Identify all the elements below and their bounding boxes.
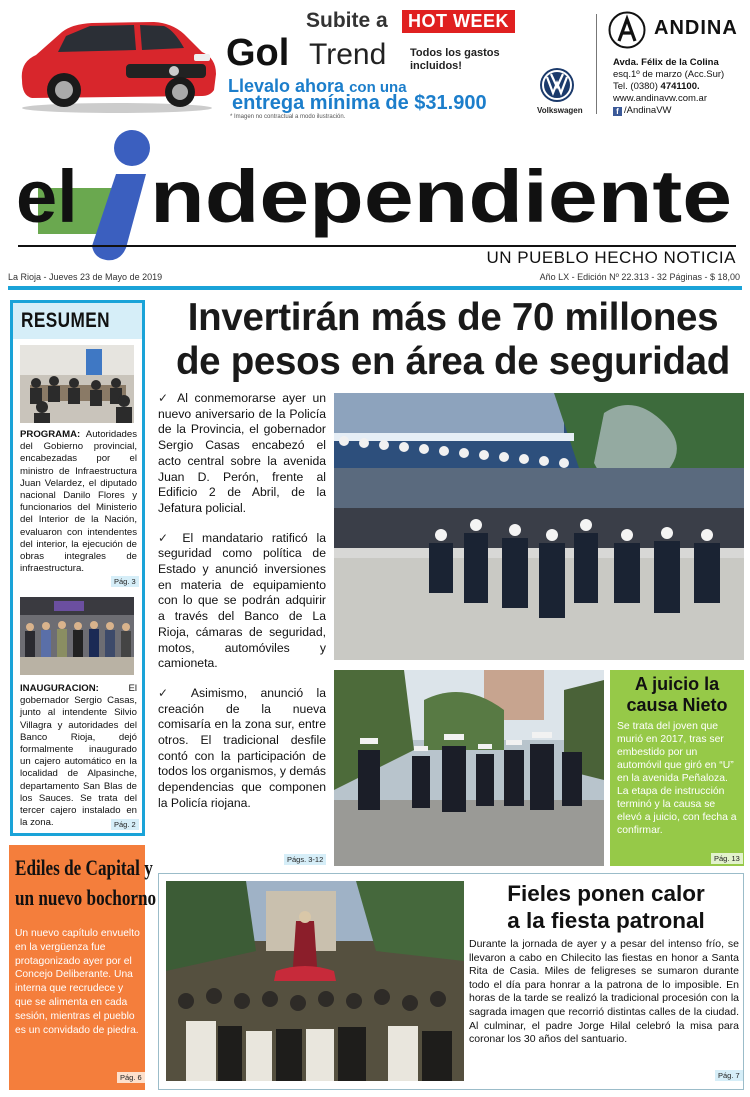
ad-address1: Avda. Félix de la Colina [613, 57, 719, 68]
ediles-title-line2: un nuevo bochorno [15, 885, 157, 910]
resumen-item1-lead: PROGRAMA: [20, 429, 81, 440]
main-p3: Asimismo, anunció la creación de la nueva comisaría en la zona sur, entre otros. El tradicional desfile contó con la participación de todos los organismos, y demás dependencias que componen la Policía riojana. [158, 685, 327, 810]
resumen-item1-text: Autoridades del Gobierno provincial, encabezadas por el ministro de Infraestructura Juan Velardez, el diputado nacional Danilo Flores y funcionarios del Ministerio del Interior de la Nación, evaluaron con intendentes del interior, la ejecución de obras integrales de infraestructura. [20, 429, 137, 575]
main-p1: Al conmemorarse ayer un nuevo aniversario de la Policía de la Provincia, el gobernador Sergio Casas encabezó el acto central sobre la avenida Juan D. Perón, frente al Edificio 2 de Abril, de la Jefatura policial. [158, 391, 327, 515]
ad-hot-week-badge: HOT WEEK [402, 10, 515, 33]
dateline: La Rioja - Jueves 23 de Mayo de 2019 [8, 272, 163, 282]
newspaper-logo[interactable] [10, 128, 740, 268]
resumen-photo-inauguracion[interactable] [20, 597, 134, 675]
ad-facebook[interactable]: /AndinaVW [624, 105, 672, 116]
fiesta-title-line2: a la fiesta patronal [507, 908, 705, 933]
resumen-item-inauguracion [20, 683, 137, 829]
ediles-page[interactable]: Pág. 6 [117, 1072, 145, 1083]
logo-el: el [16, 155, 78, 238]
ad-subite: Subite a [306, 9, 388, 32]
ad-vw-label: Volkswagen [537, 106, 583, 115]
main-story [158, 391, 326, 826]
car-image [14, 10, 220, 114]
photo-police-ceremony[interactable] [334, 393, 744, 660]
check-icon: ✓ [158, 530, 174, 545]
photo-police-march[interactable] [334, 670, 604, 866]
ad-entrega: entrega mínima de $31.900 [232, 92, 487, 114]
juicio-title [610, 674, 744, 716]
andina-logo-icon [608, 11, 646, 49]
ad-gastos: Todos los gastos incluidos! [410, 47, 500, 72]
ad-address2: esq.1º de marzo (Acc.Sur) [613, 69, 725, 80]
fiesta-title-line1: Fieles ponen calor [507, 881, 705, 906]
main-story-page[interactable]: Págs. 3-12 [284, 854, 326, 865]
ad-tel-number: 4741100. [660, 81, 700, 92]
resumen-item2-text: El gobernador Sergio Casas, junto al intendente Silvio Villagra y autoridades del Banco Rioja, dejó formalmente inaugurado un cajero automático en la localidad de Alpasinche, departamento San Blas de los Sauces. Se trata del tercer cajero instalado en la zona. [20, 683, 137, 829]
ediles-body: Un nuevo capítulo envuelto en la vergüenza fue protagonizado ayer por el Concejo Deliberante. Una interna que recrudece y que se alimenta en cada sesión, mientras el pueblo es un convidado de piedra. [15, 928, 140, 1036]
ediles-box[interactable] [9, 845, 157, 1090]
main-story-paragraph [158, 686, 326, 812]
main-headline-line2: de pesos en área de seguridad [175, 340, 731, 383]
logo-rest: ndependiente [150, 155, 732, 238]
ad-web[interactable]: www.andinavw.com.ar [613, 93, 707, 104]
masthead-rule [18, 245, 736, 247]
volkswagen-logo-icon [539, 67, 575, 103]
photo-procession[interactable] [166, 881, 464, 1081]
main-story-paragraph [158, 391, 326, 517]
ad-dealer-info [613, 57, 748, 117]
juicio-title-line2: causa Nieto [626, 695, 728, 715]
resumen-box [10, 300, 145, 836]
resumen-photo-meeting[interactable] [20, 345, 134, 423]
tagline: UN PUEBLO HECHO NOTICIA [486, 248, 736, 267]
juicio-box[interactable] [610, 670, 744, 866]
ad-gol: Gol [226, 32, 290, 74]
fiesta-body: Durante la jornada de ayer y a pesar del intenso frío, se llevaron a cabo en Chilecito las fiestas en honor a Santa Rita de Casia. Miles de feligreses se sumaron durante todo el día para honrar a la patrona de lo imposible. En horas de la tarde se realizó la tradicional procesión con la sagrada imagen que recorrió distintas calles de la ciudad. Al culminar, el padre Jorge Hilal celebró la misa para coronar los 30 años del santuario. [469, 938, 739, 1046]
fiesta-title [471, 880, 741, 934]
ad-llevalo-b: con una [349, 79, 407, 96]
resumen-item2-page[interactable]: Pág. 2 [111, 819, 139, 830]
ad-trend: Trend [309, 38, 387, 71]
juicio-page[interactable]: Pág. 13 [711, 853, 743, 864]
resumen-item1-page[interactable]: Pág. 3 [111, 576, 139, 587]
resumen-item-programa [20, 429, 137, 575]
fiesta-story[interactable] [158, 873, 744, 1090]
ediles-title [15, 853, 157, 913]
masthead [0, 128, 750, 298]
check-icon: ✓ [158, 685, 179, 700]
ad-divider [596, 14, 597, 114]
ediles-title-line1: Ediles de Capital y [15, 855, 153, 880]
main-headline[interactable] [158, 296, 748, 384]
main-p2: El mandatario ratificó la seguridad como política de Estado y anunció inversiones en materia de equipamiento con lo que se podrán adquirir a través del Banco de La Rioja, cámaras de seguridad, motos, automóviles y camioneta. [158, 530, 326, 671]
check-icon: ✓ [158, 391, 172, 405]
masthead-blue-bar [8, 286, 742, 290]
juicio-body: Se trata del joven que murió en 2017, tras ser embestido por un automóvil que giró en “U” en la avenida Peñaloza. La etapa de instrucción terminó y la causa se elevó a juicio, con fecha a confirmar. [617, 721, 737, 836]
resumen-title: RESUMEN [21, 309, 110, 332]
ad-tel-prefix: Tel. (0380) [613, 81, 661, 92]
fiesta-page[interactable]: Pág. 7 [715, 1070, 743, 1081]
advertisement-banner[interactable] [0, 0, 750, 128]
resumen-header [13, 303, 142, 339]
ad-note: * Imagen no contractual a modo ilustración. [230, 114, 346, 120]
edition-info: Año LX - Edición Nº 22.313 - 32 Páginas - $ 18,00 [539, 272, 740, 282]
resumen-item2-lead: INAUGURACION: [20, 683, 99, 694]
facebook-icon: f [613, 107, 622, 116]
logo-i-dot [114, 130, 150, 166]
ad-llevalo-a: Llevalo ahora [228, 76, 345, 96]
ad-dealer-name: ANDINA [654, 17, 738, 39]
main-story-paragraph [158, 531, 326, 672]
juicio-title-line1: A juicio la [634, 674, 720, 694]
main-headline-line1: Invertirán más de 70 millones [187, 296, 719, 339]
